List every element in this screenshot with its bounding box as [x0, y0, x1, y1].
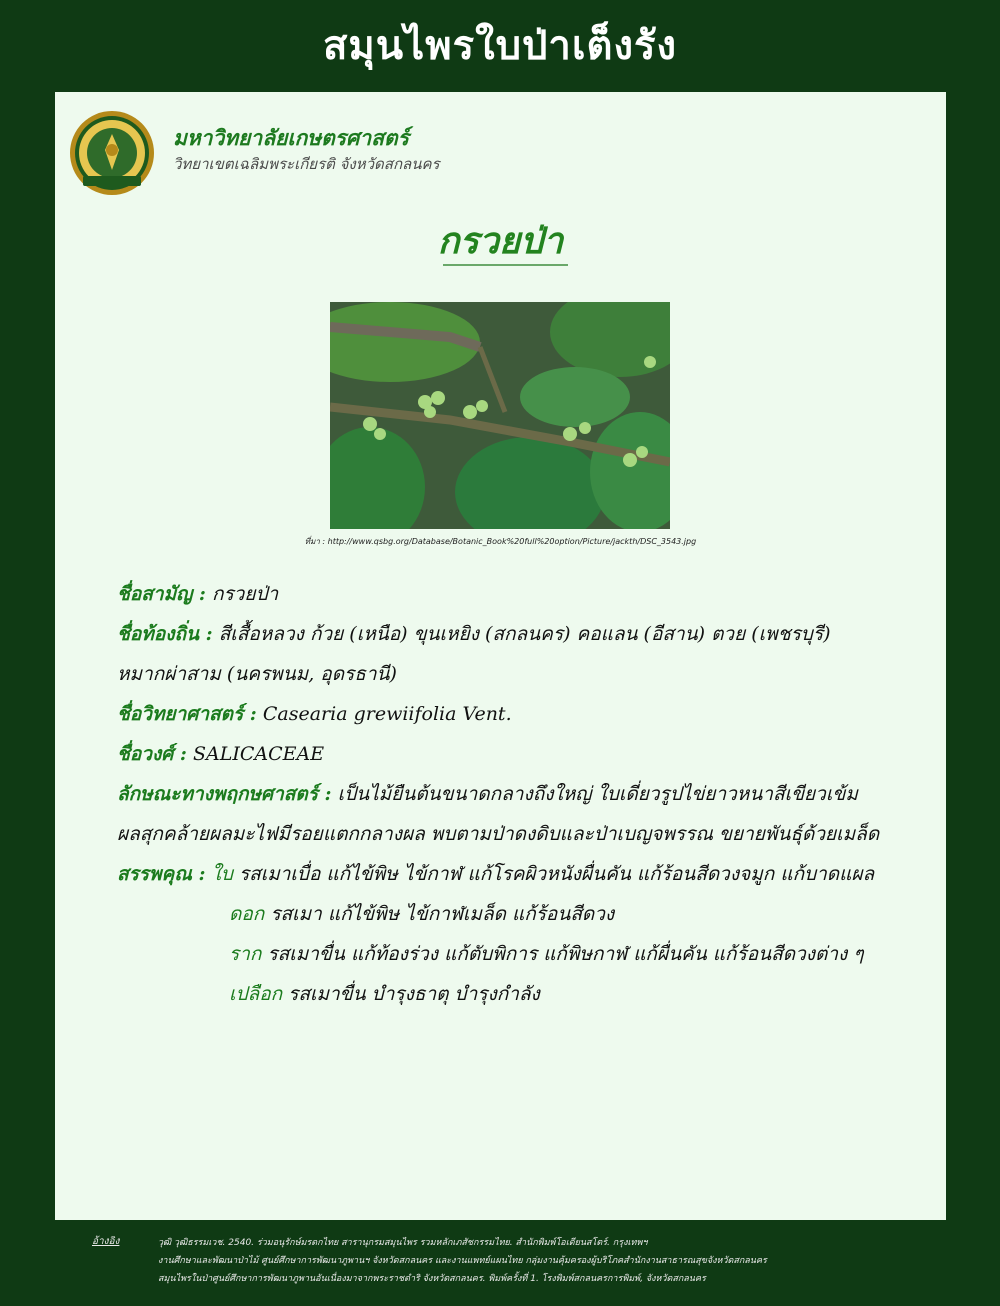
plant-photo [330, 302, 670, 529]
family-value: SALICACEAE [193, 743, 325, 765]
property-text-root: รสเมาขื่น แก้ท้องร่วง แก้ตับพิการ แก้พิษกาฬ แก้ผื่นคัน แก้ร้อนสีดวงต่าง ๆ [267, 943, 864, 965]
title-underline [443, 264, 568, 266]
botany-value: เป็นไม้ยืนต้นขนาดกลางถึงใหญ่ ใบเดี่ยวรูปไข่ยาวหนาสีเขียวเข้ม [337, 783, 858, 805]
common-name-label: ชื่อสามัญ : [117, 583, 206, 605]
scientific-name-value: Casearia grewiifolia Vent. [262, 703, 512, 725]
local-name-value: สีเสื้อหลวง ก้วย (เหนือ) ขุนเหยิง (สกลนคร) คอแลน (อีสาน) ตวย (เพชรบุรี) [218, 623, 831, 645]
local-name-row [117, 614, 917, 654]
property-text-bark: รสเมาขื่น บำรุงธาตุ บำรุงกำลัง [288, 983, 540, 1005]
reference-line: งานศึกษาและพัฒนาป่าไม้ ศูนย์ศึกษาการพัฒนาภูพานฯ จังหวัดสกลนคร และงานแพทย์แผนไทย กลุ่มงานคุ้มครองผู้บริโภคสำนักงานสาธารณสุขจังหวัดสกลนคร [158, 1256, 767, 1266]
common-name-value: กรวยป่า [211, 583, 279, 605]
scientific-name-row [117, 694, 917, 734]
family-label: ชื่อวงศ์ : [117, 743, 187, 765]
property-row-root [117, 934, 917, 974]
property-row-flower [117, 894, 917, 934]
content-card [55, 92, 946, 1220]
references-label: อ้างอิง [92, 1236, 120, 1247]
family-row [117, 734, 917, 774]
property-text-flower: รสเมา แก้ไข้พิษ ไข้กาฬเมล็ด แก้ร้อนสีดวง [270, 903, 615, 925]
campus-name: วิทยาเขตเฉลิมพระเกียรติ จังหวัดสกลนคร [173, 155, 440, 173]
property-part-leaf: ใบ [211, 863, 233, 885]
property-part-flower: ดอก [229, 903, 265, 925]
botany-row [117, 774, 917, 814]
plant-details [117, 574, 917, 1014]
scientific-name-label: ชื่อวิทยาศาสตร์ : [117, 703, 257, 725]
property-part-root: ราก [229, 943, 262, 965]
properties-label: สรรพคุณ : [117, 863, 206, 885]
common-name-row [117, 574, 917, 614]
university-seal-logo [69, 110, 155, 196]
references-list [158, 1234, 958, 1288]
local-name-label: ชื่อท้องถิ่น : [117, 623, 213, 645]
university-name: มหาวิทยาลัยเกษตรศาสตร์ [173, 125, 409, 150]
botany-label: ลักษณะทางพฤกษศาสตร์ : [117, 783, 332, 805]
property-row-bark [117, 974, 917, 1014]
page-banner-title: สมุนไพรใบป่าเต็งรัง [322, 23, 678, 69]
reference-line: วุฒิ วุฒิธรรมเวช. 2540. ร่วมอนุรักษ์มรดกไทย สารานุกรมสมุนไพร รวมหลักเภสัชกรรมไทย. สำนักพิมพ์โอเดียนสโตร์. กรุงเทพฯ [158, 1238, 648, 1248]
property-part-bark: เปลือก [229, 983, 283, 1005]
botany-cont: ผลสุกคล้ายผลมะไฟมีรอยแตกกลางผล พบตามป่าดงดิบและป่าเบญจพรรณ ขยายพันธุ์ด้วยเมล็ด [117, 823, 880, 845]
property-text-leaf: รสเมาเบื่อ แก้ไข้พิษ ไข้กาฬ แก้โรคผิวหนังผื่นคัน แก้ร้อนสีดวงจมูก แก้บาดแผล [238, 863, 875, 885]
properties-row [117, 854, 917, 894]
reference-line: สมุนไพรในป่าศูนย์ศึกษาการพัฒนาภูพานอันเนื่องมาจากพระราชดำริ จังหวัดสกลนคร. พิมพ์ครั้งที่ 1. โรงพิมพ์สกลนครการพิมพ์, จังหวัดสกลนคร [158, 1274, 706, 1284]
local-name-cont: หมากผ่าสาม (นครพนม, อุดรธานี) [117, 663, 397, 685]
image-credit: ที่มา : http://www.qsbg.org/Database/Botanic_Book%20full%20option/Picture/jackth/DSC_3543.jpg [304, 537, 697, 546]
plant-title: กรวยป่า [437, 221, 564, 262]
